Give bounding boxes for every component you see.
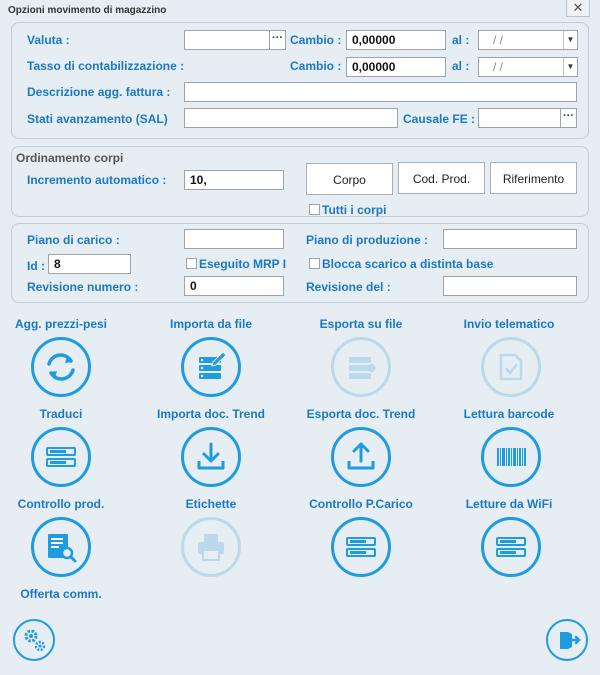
piano-carico-input[interactable]	[184, 229, 284, 249]
tasso-label: Tasso di contabilizzazione :	[27, 59, 185, 73]
mrp-label: Eseguito MRP I	[199, 257, 287, 271]
revisione-del-input[interactable]	[443, 276, 577, 296]
action-label-lettura-barcode: Lettura barcode	[463, 407, 555, 421]
offerta-comm-link[interactable]: Offerta comm.	[20, 587, 102, 601]
cambio-input-2[interactable]: 0,00000	[346, 57, 446, 77]
blocca-checkbox[interactable]	[309, 258, 320, 269]
incremento-input[interactable]: 10,	[184, 170, 284, 190]
tutti-corpi-label: Tutti i corpi	[322, 203, 387, 217]
al-label-2: al :	[452, 59, 470, 73]
action-label-invio-telematico: Invio telematico	[463, 317, 555, 331]
piano-produzione-input[interactable]	[443, 229, 577, 249]
descrizione-input[interactable]	[184, 82, 577, 102]
ordering-title: Ordinamento corpi	[16, 151, 124, 165]
importa-trend-button[interactable]	[181, 427, 241, 487]
action-label-controllo-pcarico: Controllo P.Carico	[309, 497, 413, 511]
action-label-agg-prezzi: Agg. prezzi-pesi	[14, 317, 107, 331]
valuta-browse-button[interactable]: ···	[269, 30, 286, 50]
send-document-icon	[484, 340, 538, 394]
action-label-esporta-file: Esporta su file	[319, 317, 403, 331]
settings-button[interactable]	[13, 619, 55, 661]
valuta-input[interactable]	[184, 30, 270, 50]
importa-file-button[interactable]	[181, 337, 241, 397]
lettura-barcode-button[interactable]	[481, 427, 541, 487]
gear-icon	[15, 621, 53, 659]
cambio-label-2: Cambio :	[290, 59, 342, 73]
causale-label: Causale FE :	[403, 112, 476, 126]
date-value-2: / /	[493, 60, 504, 74]
refresh-icon	[34, 340, 88, 394]
chevron-down-icon[interactable]: ▼	[563, 31, 577, 49]
id-input[interactable]: 8	[48, 254, 131, 274]
incremento-label: Incremento automatico :	[27, 173, 167, 187]
esporta-trend-button[interactable]	[331, 427, 391, 487]
causale-browse-button[interactable]: ···	[560, 108, 577, 128]
controllo-pcarico-button[interactable]	[331, 517, 391, 577]
traduci-button[interactable]	[31, 427, 91, 487]
import-file-icon	[184, 340, 238, 394]
download-icon	[184, 430, 238, 484]
barcode-icon	[484, 430, 538, 484]
export-file-icon	[334, 340, 388, 394]
descrizione-label: Descrizione agg. fattura :	[27, 85, 171, 99]
cambio-label-1: Cambio :	[290, 33, 342, 47]
piano-carico-label: Piano di carico :	[27, 233, 120, 247]
controllo-prod-button[interactable]	[31, 517, 91, 577]
exit-button[interactable]	[546, 619, 588, 661]
mrp-checkbox[interactable]	[186, 258, 197, 269]
letture-wifi-button[interactable]	[481, 517, 541, 577]
window-title: Opzioni movimento di magazzino	[8, 5, 167, 16]
action-label-etichette: Etichette	[185, 497, 237, 511]
causale-input[interactable]	[478, 108, 561, 128]
tutti-corpi-checkbox[interactable]	[309, 204, 320, 215]
al-label-1: al :	[452, 33, 470, 47]
exit-icon	[548, 621, 586, 659]
date-picker-2[interactable]	[478, 57, 578, 77]
list-icon	[34, 430, 88, 484]
action-label-traduci: Traduci	[39, 407, 83, 421]
invio-telematico-button[interactable]	[481, 337, 541, 397]
sal-label: Stati avanzamento (SAL)	[27, 112, 168, 126]
etichette-button[interactable]	[181, 517, 241, 577]
search-document-icon	[34, 520, 88, 574]
close-button[interactable]	[566, 0, 590, 17]
action-label-importa-file: Importa da file	[169, 317, 252, 331]
date-picker-1[interactable]	[478, 30, 578, 50]
list-icon	[484, 520, 538, 574]
sort-riferimento-button[interactable]: Riferimento	[490, 162, 577, 194]
action-label-controllo-prod: Controllo prod.	[17, 497, 105, 511]
sort-corpo-button[interactable]: Corpo	[306, 163, 393, 195]
valuta-label: Valuta :	[27, 33, 70, 47]
revisione-numero-input[interactable]: 0	[184, 276, 284, 296]
action-label-esporta-trend: Esporta doc. Trend	[306, 407, 416, 421]
id-label: Id :	[27, 259, 45, 273]
sort-codprod-button[interactable]: Cod. Prod.	[398, 162, 485, 194]
piano-produzione-label: Piano di produzione :	[306, 233, 428, 247]
printer-icon	[184, 520, 238, 574]
chevron-down-icon[interactable]: ▼	[563, 58, 577, 76]
close-icon: ✕	[572, 0, 584, 15]
action-label-importa-trend: Importa doc. Trend	[156, 407, 265, 421]
upload-icon	[334, 430, 388, 484]
agg-prezzi-button[interactable]	[31, 337, 91, 397]
cambio-input-1[interactable]: 0,00000	[346, 30, 446, 50]
esporta-file-button[interactable]	[331, 337, 391, 397]
sal-input[interactable]	[184, 108, 398, 128]
list-icon	[334, 520, 388, 574]
revisione-del-label: Revisione del :	[306, 280, 391, 294]
action-label-letture-wifi: Letture da WiFi	[465, 497, 553, 511]
blocca-label: Blocca scarico a distinta base	[322, 257, 494, 271]
revisione-numero-label: Revisione numero :	[27, 280, 139, 294]
date-value-1: / /	[493, 33, 504, 47]
